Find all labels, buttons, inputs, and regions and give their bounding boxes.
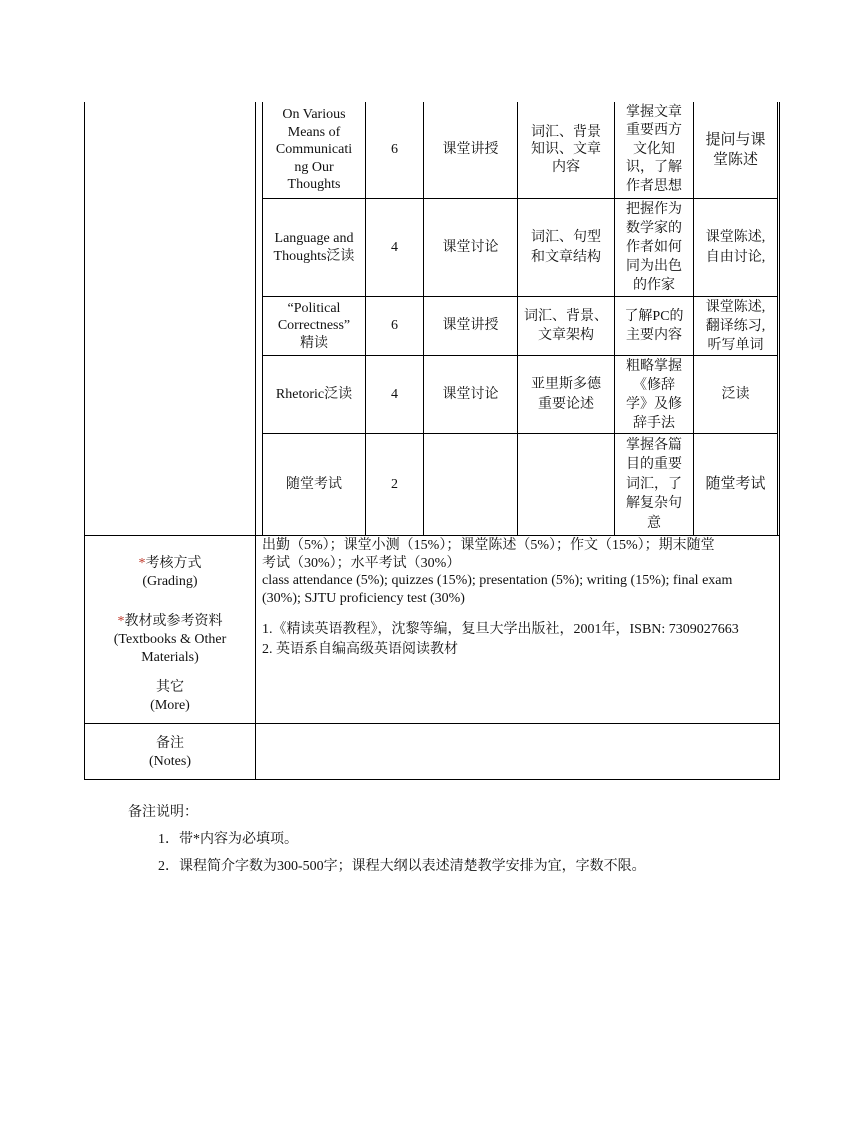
topic-line: “Political bbox=[287, 300, 341, 316]
objective-line: 数学家的 bbox=[626, 221, 682, 236]
objective-cell bbox=[615, 434, 693, 535]
objective-line: 重要西方 bbox=[626, 123, 682, 139]
textbooks-label-en: (Textbooks & Other bbox=[113, 632, 227, 647]
more-label-en: (More) bbox=[150, 698, 190, 713]
objective-line: 识，了解 bbox=[626, 160, 682, 176]
grading-line: 考试（30%）；水平考试（30%） bbox=[262, 555, 461, 571]
topic-line: 精读 bbox=[300, 335, 328, 351]
activity-line: 自由讨论, bbox=[705, 249, 766, 265]
content-line: 词汇、句型 bbox=[531, 229, 601, 245]
required-star: * bbox=[138, 556, 146, 571]
content-line: 词汇、背景 bbox=[531, 124, 601, 140]
content-line: 知识、文章 bbox=[531, 142, 601, 158]
activity-line: 提问与课 bbox=[705, 132, 766, 148]
method-cell: 课堂讲授 bbox=[442, 318, 499, 334]
topic-line: Means of bbox=[287, 124, 341, 140]
content-line: 和文章结构 bbox=[531, 249, 601, 265]
topic-cell bbox=[263, 297, 365, 355]
more-label bbox=[85, 679, 255, 715]
grading-content bbox=[262, 537, 777, 607]
textbook-item: 1.《精读英语教程》，沈黎等编，复旦大学出版社，2001年，ISBN: 7309027663 bbox=[262, 622, 739, 637]
objective-line: 词汇，了 bbox=[626, 476, 682, 492]
activity-cell bbox=[694, 199, 777, 296]
topic-line: Language and bbox=[274, 231, 354, 246]
hours-cell: 4 bbox=[391, 239, 398, 255]
objective-line: 了解PC的 bbox=[624, 309, 684, 324]
notes-label-cn: 备注 bbox=[156, 736, 184, 751]
objective-line: 意 bbox=[647, 515, 661, 531]
content-cell bbox=[518, 434, 614, 535]
objective-line: 《修辞 bbox=[633, 377, 675, 393]
objective-cell bbox=[615, 297, 693, 355]
footnote-item: 2．课程简介字数为300-500字；课程大纲以表述清楚教学安排为宜，字数不限。 bbox=[158, 859, 646, 874]
activity-cell bbox=[694, 102, 777, 198]
content-cell bbox=[518, 297, 614, 355]
objective-line: 主要内容 bbox=[626, 328, 682, 343]
topic-line: Thoughts泛读 bbox=[273, 248, 355, 264]
method-cell: 课堂讨论 bbox=[442, 239, 499, 255]
objective-line: 文化知 bbox=[633, 141, 675, 157]
textbooks-content bbox=[262, 620, 777, 660]
topic-line: Correctness” bbox=[277, 318, 351, 334]
topic-line: ng Our bbox=[294, 159, 334, 175]
content-line: 词汇、背景、 bbox=[524, 309, 608, 324]
activity-line: 课堂陈述, bbox=[705, 229, 766, 245]
method-cell bbox=[424, 434, 517, 535]
footnote-item: 1．带*内容为必填项。 bbox=[158, 832, 298, 847]
activity-cell bbox=[694, 297, 777, 355]
content-cell bbox=[518, 102, 614, 198]
textbooks-label bbox=[85, 613, 255, 667]
textbook-item: 2. 英语系自编高级英语阅读教材 bbox=[262, 642, 458, 657]
content-cell bbox=[518, 356, 614, 433]
content-line: 内容 bbox=[552, 159, 580, 175]
topic-cell: 随堂考试 bbox=[286, 476, 342, 492]
notes-label-en: (Notes) bbox=[149, 754, 191, 769]
activity-cell: 随堂考试 bbox=[705, 475, 766, 492]
objective-line: 目的重要 bbox=[626, 457, 682, 473]
topic-cell bbox=[263, 102, 365, 198]
content-line: 文章架构 bbox=[538, 328, 594, 343]
activity-line: 翻译练习, bbox=[705, 318, 766, 334]
objective-line: 的作家 bbox=[633, 278, 675, 293]
required-star: * bbox=[117, 614, 125, 629]
objective-cell bbox=[615, 356, 693, 433]
topic-cell bbox=[263, 199, 365, 296]
textbooks-label-cn: 教材或参考资料 bbox=[124, 614, 223, 629]
content-line: 重要论述 bbox=[538, 396, 594, 412]
grading-line: class attendance (5%); quizzes (15%); presentation (5%); writing (15%); final exam bbox=[262, 573, 733, 588]
objective-line: 粗略掌握 bbox=[626, 358, 682, 374]
objective-cell bbox=[615, 199, 693, 296]
content-line: 亚里斯多德 bbox=[531, 376, 601, 392]
objective-line: 掌握文章 bbox=[626, 104, 682, 120]
method-cell: 课堂讲授 bbox=[442, 142, 499, 158]
objective-line: 作者如何 bbox=[626, 240, 682, 255]
objective-line: 解复杂句 bbox=[626, 496, 682, 512]
objective-line: 作者思想 bbox=[626, 178, 682, 194]
grading-label bbox=[85, 555, 255, 591]
objective-line: 学》及修 bbox=[626, 396, 682, 412]
activity-line: 课堂陈述, bbox=[705, 299, 766, 315]
grading-line: (30%); SJTU proficiency test (30%) bbox=[262, 590, 465, 606]
textbooks-label-en: Materials) bbox=[141, 650, 199, 665]
hours-cell: 2 bbox=[391, 476, 398, 492]
topic-line: On Various bbox=[282, 107, 346, 123]
topic-line: Thoughts bbox=[287, 177, 341, 193]
activity-line: 听写单词 bbox=[707, 337, 764, 353]
topic-cell: Rhetoric泛读 bbox=[275, 386, 353, 402]
footnotes-heading: 备注说明： bbox=[128, 805, 198, 820]
objective-line: 同为出色 bbox=[626, 259, 682, 274]
topic-line: Communicati bbox=[275, 142, 353, 158]
objective-line: 把握作为 bbox=[626, 202, 682, 217]
content-cell bbox=[518, 199, 614, 296]
grading-line: 出勤（5%）；课堂小测（15%）；课堂陈述（5%）；作文（15%）；期末随堂 bbox=[262, 538, 715, 553]
more-label-cn: 其它 bbox=[156, 680, 184, 695]
hours-cell: 6 bbox=[391, 318, 398, 334]
objective-cell bbox=[615, 102, 693, 198]
activity-cell: 泛读 bbox=[721, 386, 750, 402]
grading-label-en: (Grading) bbox=[142, 574, 198, 589]
activity-line: 堂陈述 bbox=[712, 152, 758, 168]
objective-line: 辞手法 bbox=[633, 415, 675, 431]
notes-value bbox=[256, 724, 779, 779]
notes-label bbox=[85, 735, 255, 771]
grading-label-cn: 考核方式 bbox=[145, 556, 202, 571]
objective-line: 掌握各篇 bbox=[626, 437, 682, 453]
hours-cell: 4 bbox=[391, 386, 398, 402]
hours-cell: 6 bbox=[391, 142, 398, 158]
method-cell: 课堂讨论 bbox=[442, 386, 499, 402]
